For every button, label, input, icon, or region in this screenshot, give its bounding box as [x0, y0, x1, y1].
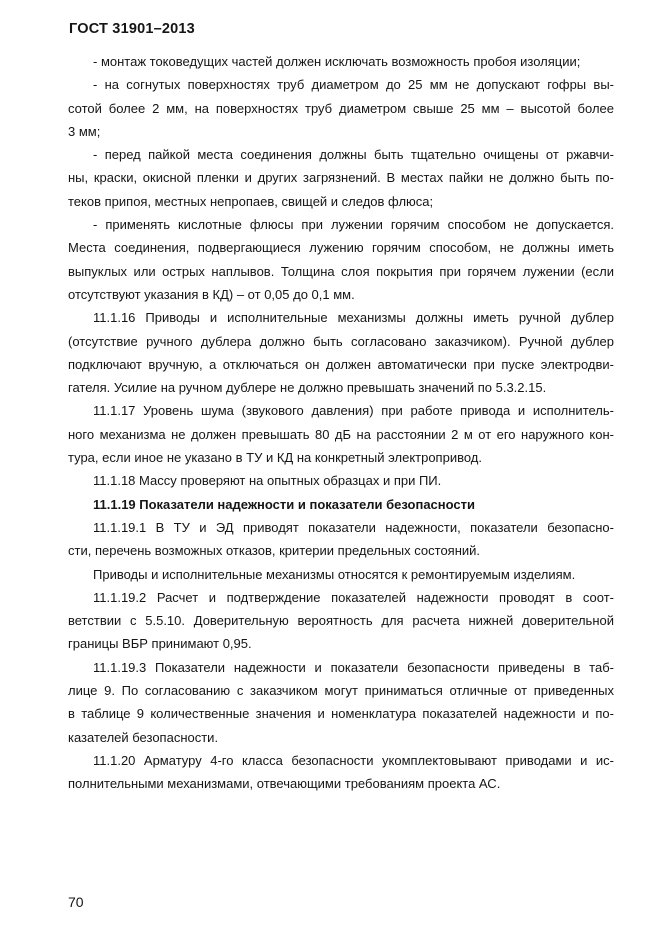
paragraph-line: в таблице 9 количественные значения и номенклатура показателей надежности и по- [68, 706, 614, 722]
paragraph [68, 213, 614, 306]
paragraph [68, 50, 614, 73]
paragraph-line: теков припоя, местных непропаев, свищей и следов флюса; [68, 193, 434, 209]
paragraph [68, 493, 614, 516]
paragraph-line: ветствии с 5.5.10. Доверительную вероятность для расчета нижней доверительной [68, 613, 614, 629]
paragraph [68, 563, 614, 586]
paragraph-line: гателя. Усилие на ручном дублере не должно превышать значений по 5.3.2.15. [68, 380, 547, 396]
paragraph-line: 11.1.16 Приводы и исполнительные механизмы должны иметь ручной дублер [93, 310, 614, 326]
paragraph-line: тура, если иное не указано в ТУ и КД на конкретный электропривод. [68, 450, 482, 466]
paragraph-line: 3 мм; [68, 123, 101, 139]
paragraph [68, 656, 614, 749]
paragraph-line: 11.1.19.2 Расчет и подтверждение показателей надежности проводят в соот- [93, 589, 614, 605]
paragraph-line: выпуклых или острых наплывов. Толщина слоя покрытия при горячем лужении (если [68, 263, 614, 279]
paragraph-line: сотой более 2 мм, на поверхностях труб диаметром свыше 25 мм – высотой более [68, 100, 614, 116]
paragraph [68, 73, 614, 143]
paragraph-line: ного механизма не должен превышать 80 дБ на расстоянии 2 м от его наружного кон- [68, 426, 614, 442]
paragraph-line: 11.1.19 Показатели надежности и показатели безопасности [93, 496, 475, 512]
paragraph-line: сти, перечень возможных отказов, критерии предельных состояний. [68, 543, 481, 559]
paragraph [68, 143, 614, 213]
paragraph [68, 749, 614, 796]
paragraph-line: границы ВБР принимают 0,95. [68, 636, 252, 652]
paragraph-line: Приводы и исполнительные механизмы относятся к ремонтируемым изделиям. [93, 566, 576, 582]
paragraph-line: полнительными механизмами, отвечающими требованиям проекта АС. [68, 776, 501, 792]
paragraph-line: ны, краски, окисной пленки и других загрязнений. В местах пайки не должно быть по- [68, 170, 614, 186]
paragraph-line: 11.1.20 Арматуру 4-го класса безопасности укомплектовывают приводами и ис- [93, 752, 614, 768]
paragraph-line: Места соединения, подвергающиеся лужению горячим способом, не должны иметь [68, 240, 614, 256]
paragraph [68, 399, 614, 469]
paragraph-line: - на согнутых поверхностях труб диаметром до 25 мм не допускают гофры вы- [93, 77, 614, 93]
paragraph-line: 11.1.18 Массу проверяют на опытных образцах и при ПИ. [93, 473, 442, 489]
paragraph-line: 11.1.19.3 Показатели надежности и показатели безопасности приведены в таб- [93, 659, 614, 675]
paragraph-line: лице 9. По согласованию с заказчиком могут приниматься отличные от приведенных [68, 683, 614, 699]
paragraph [68, 586, 614, 656]
paragraph-line: казателей безопасности. [68, 729, 219, 745]
paragraph-line: - монтаж токоведущих частей должен исключать возможность пробоя изоляции; [93, 54, 581, 69]
paragraph [68, 306, 614, 399]
paragraph [68, 469, 614, 492]
page-number: 70 [68, 894, 84, 910]
paragraph-line: - перед пайкой места соединения должны быть тщательно очищены от ржавчи- [93, 147, 614, 163]
paragraph [68, 516, 614, 563]
paragraph-line: подключают вручную, а отключаться он должен автоматически при пуске электродви- [68, 356, 614, 372]
paragraph-line: - применять кислотные флюсы при лужении горячим способом не допускается. [93, 217, 614, 233]
paragraph-line: 11.1.17 Уровень шума (звукового давления) при работе привода и исполнитель- [93, 403, 614, 419]
paragraph-line: (отсутствие ручного дублера должно быть согласовано заказчиком). Ручной дублер [68, 333, 614, 349]
document-body [68, 50, 614, 796]
paragraph-line: отсутствуют указания в КД) – от 0,05 до 0,1 мм. [68, 286, 355, 302]
paragraph-line: 11.1.19.1 В ТУ и ЭД приводят показатели надежности, показатели безопасно- [93, 519, 614, 535]
document-header: ГОСТ 31901–2013 [69, 21, 195, 37]
